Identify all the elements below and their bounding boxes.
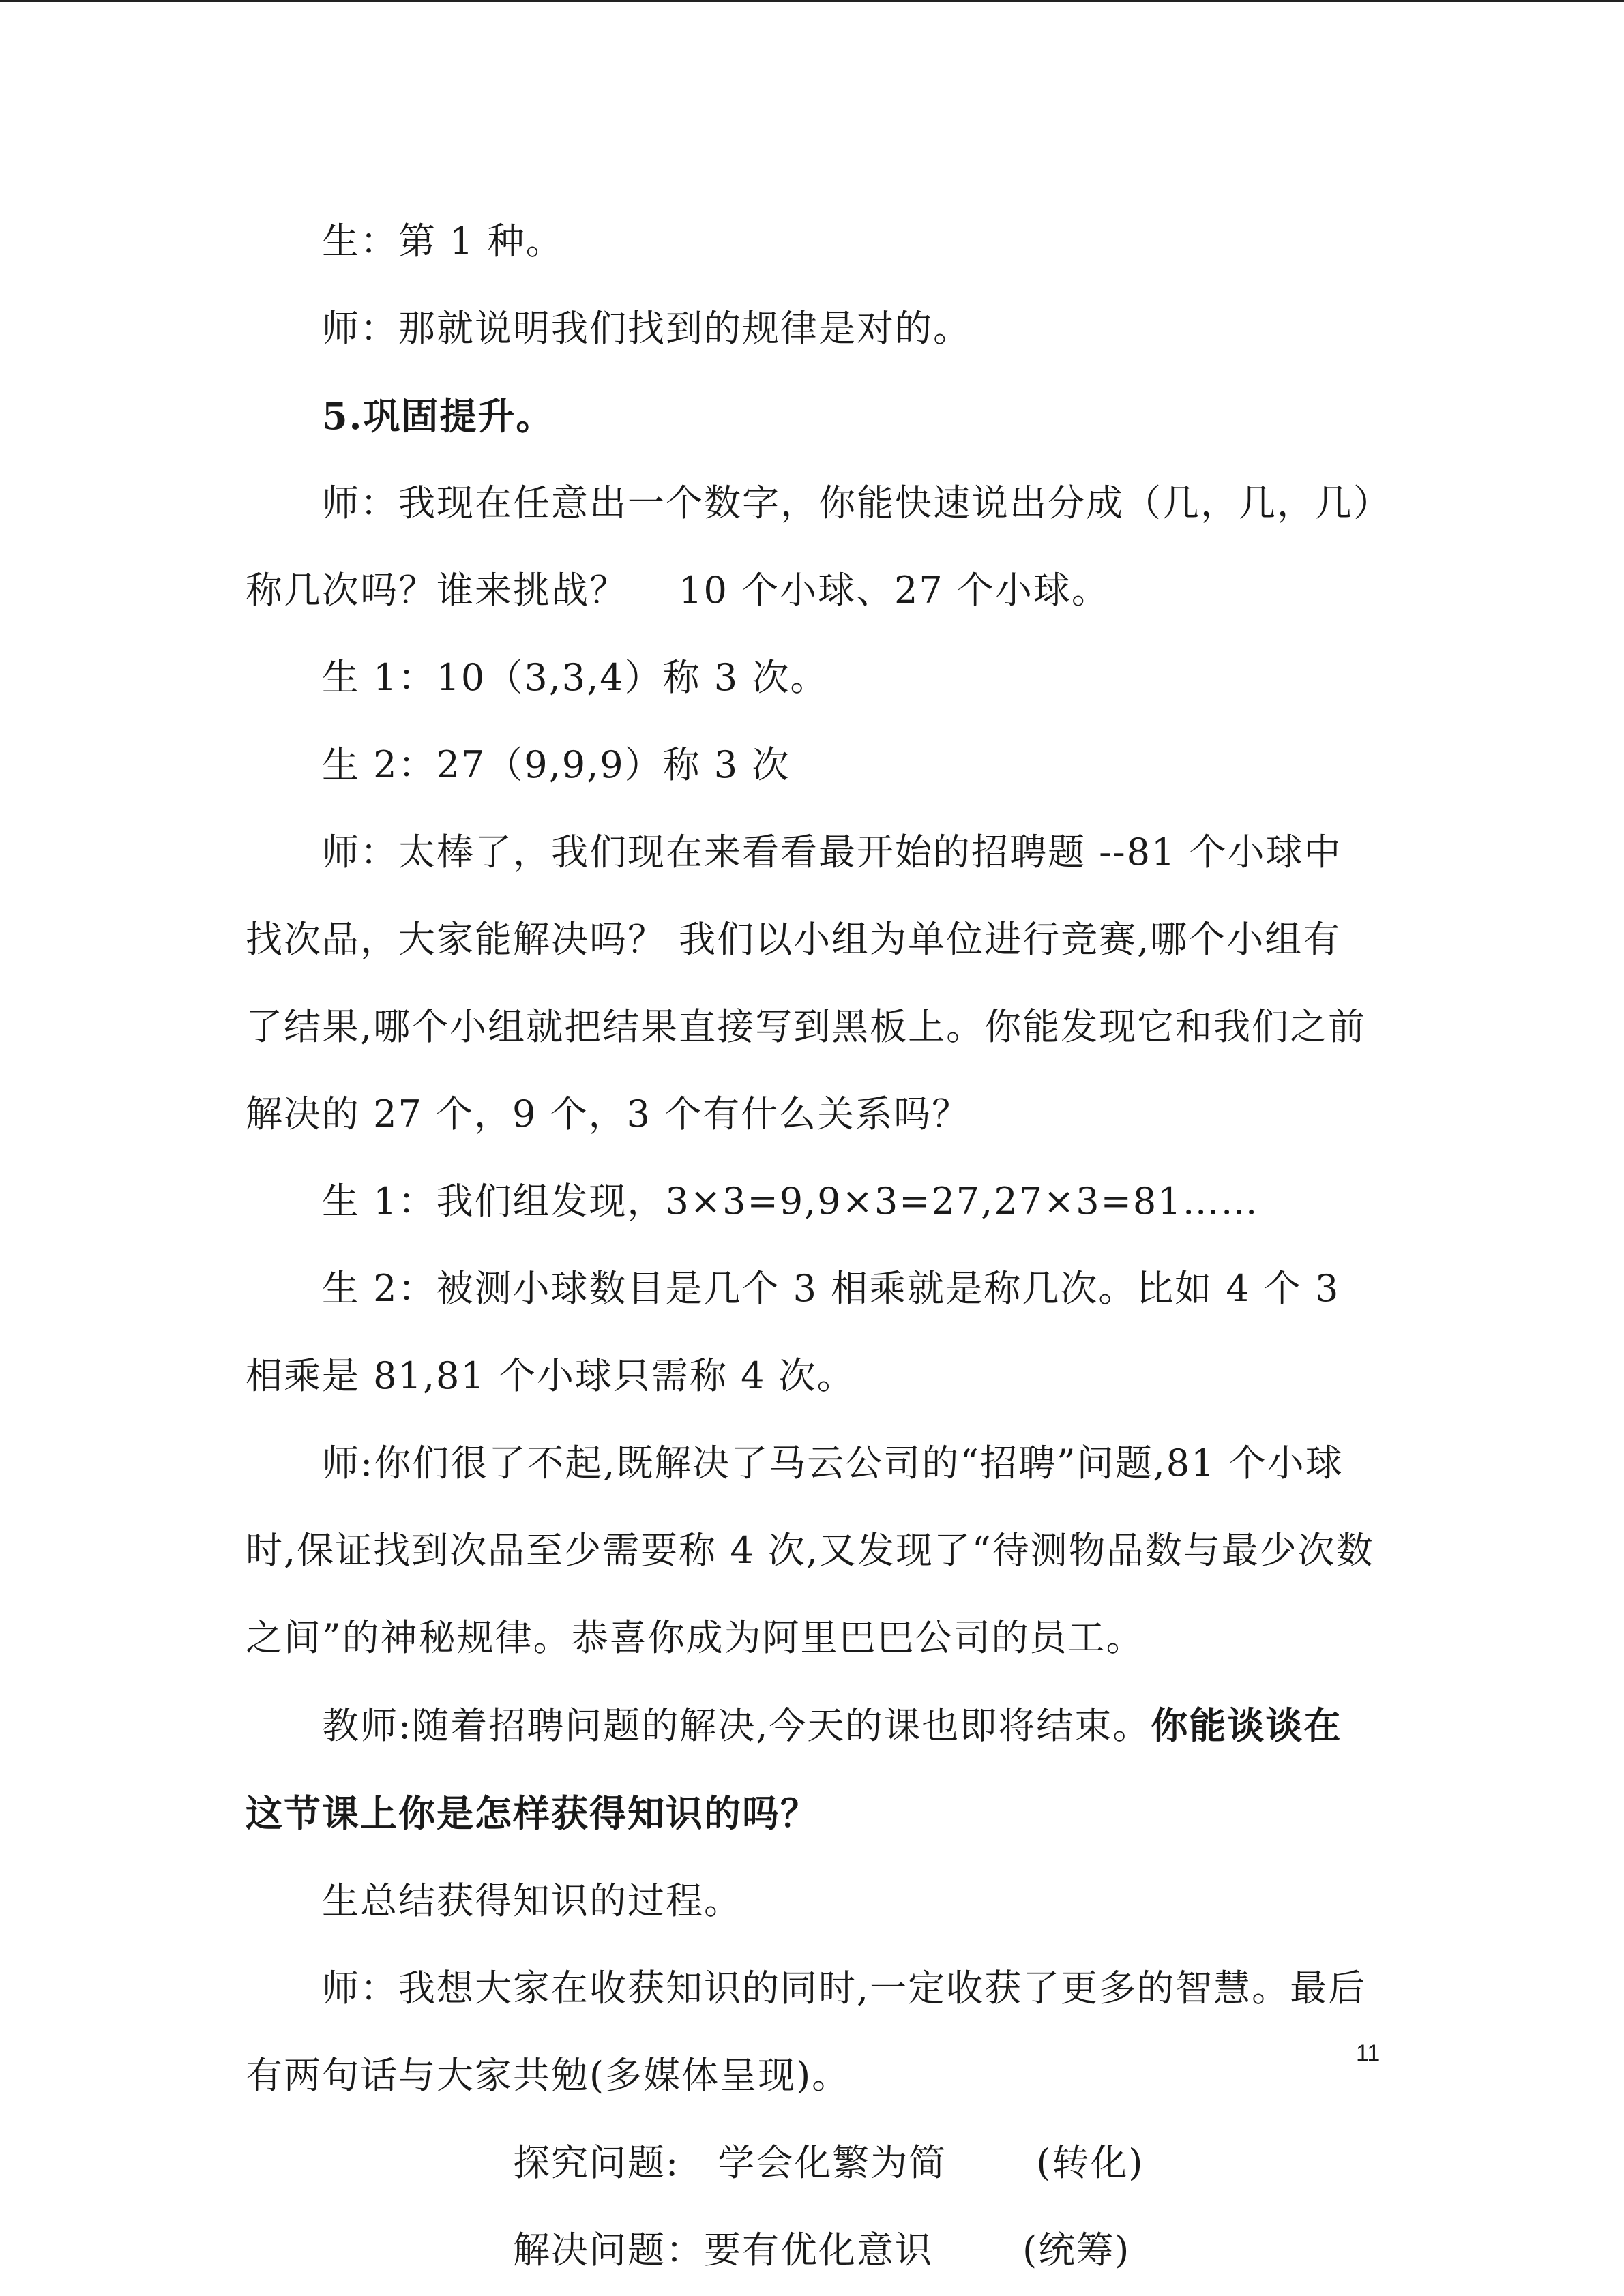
summary-question-bold: 你能谈谈在这节课上你是怎样获得知识的吗？ bbox=[246, 1703, 1342, 1835]
paragraph-student-summary: 生总结获得知识的过程。 bbox=[322, 1879, 742, 1922]
page-number: 11 bbox=[1356, 2040, 1381, 2066]
paragraph-teacher-confirm: 师：那就说明我们找到的规律是对的。 bbox=[322, 307, 971, 350]
motto-solve: 解决问题：要有优化意识 (统筹) bbox=[513, 2228, 1131, 2271]
top-border-rule bbox=[0, 0, 1624, 2]
paragraph-student1-discovery: 生 1：我们组发现，3×3=9,9×3=27,27×3=81…… bbox=[322, 1180, 1259, 1223]
paragraph-teacher-praise: 师:你们很了不起,既解决了马云公司的“招聘”问题,81 个小球时,保证找到次品至少需要称 4 次,又发现了“待测物品数与最少次数之间”的神秘规律。恭喜你成为阿里巴巴公司的员工。 bbox=[246, 1442, 1374, 1659]
paragraph-teacher-recruit-question: 师：太棒了，我们现在来看看最开始的招聘题 --81 个小球中找次品，大家能解决吗？ 我们以小组为单位进行竞赛,哪个小组有了结果,哪个小组就把结果直接写到黑板上。你能发现它和我们之前解决的 27 个，9 个，3 个有什么关系吗？ bbox=[246, 831, 1367, 1135]
motto-explore: 探究问题: 学会化繁为简 (转化) bbox=[513, 2141, 1145, 2184]
paragraph-teacher-closing: 师：我想大家在收获知识的同时,一定收获了更多的智慧。最后有两句话与大家共勉(多媒体呈现)。 bbox=[246, 1967, 1367, 2097]
paragraph-student2-rule: 生 2：被测小球数目是几个 3 相乘就是称几次。比如 4 个 3 相乘是 81,81 个小球只需称 4 次。 bbox=[246, 1267, 1340, 1397]
document-body bbox=[246, 198, 1381, 2294]
paragraph-teacher-summary-question bbox=[246, 1682, 1378, 1858]
paragraph-teacher-challenge: 师：我现在任意出一个数字，你能快速说出分成（几，几，几）称几次吗？谁来挑战？ 10 个小球、27 个小球。 bbox=[246, 481, 1373, 612]
paragraph-student-answer: 生：第 1 种。 bbox=[322, 220, 564, 263]
paragraph-student1-answer: 生 1：10（3,3,4）称 3 次。 bbox=[322, 656, 829, 699]
paragraph-student2-answer: 生 2：27（9,9,9）称 3 次 bbox=[322, 743, 791, 786]
section-heading-consolidate: 5.巩固提升。 bbox=[322, 394, 555, 438]
summary-question-intro: 教师:随着招聘问题的解决,今天的课也即将结束。 bbox=[322, 1704, 1151, 1747]
